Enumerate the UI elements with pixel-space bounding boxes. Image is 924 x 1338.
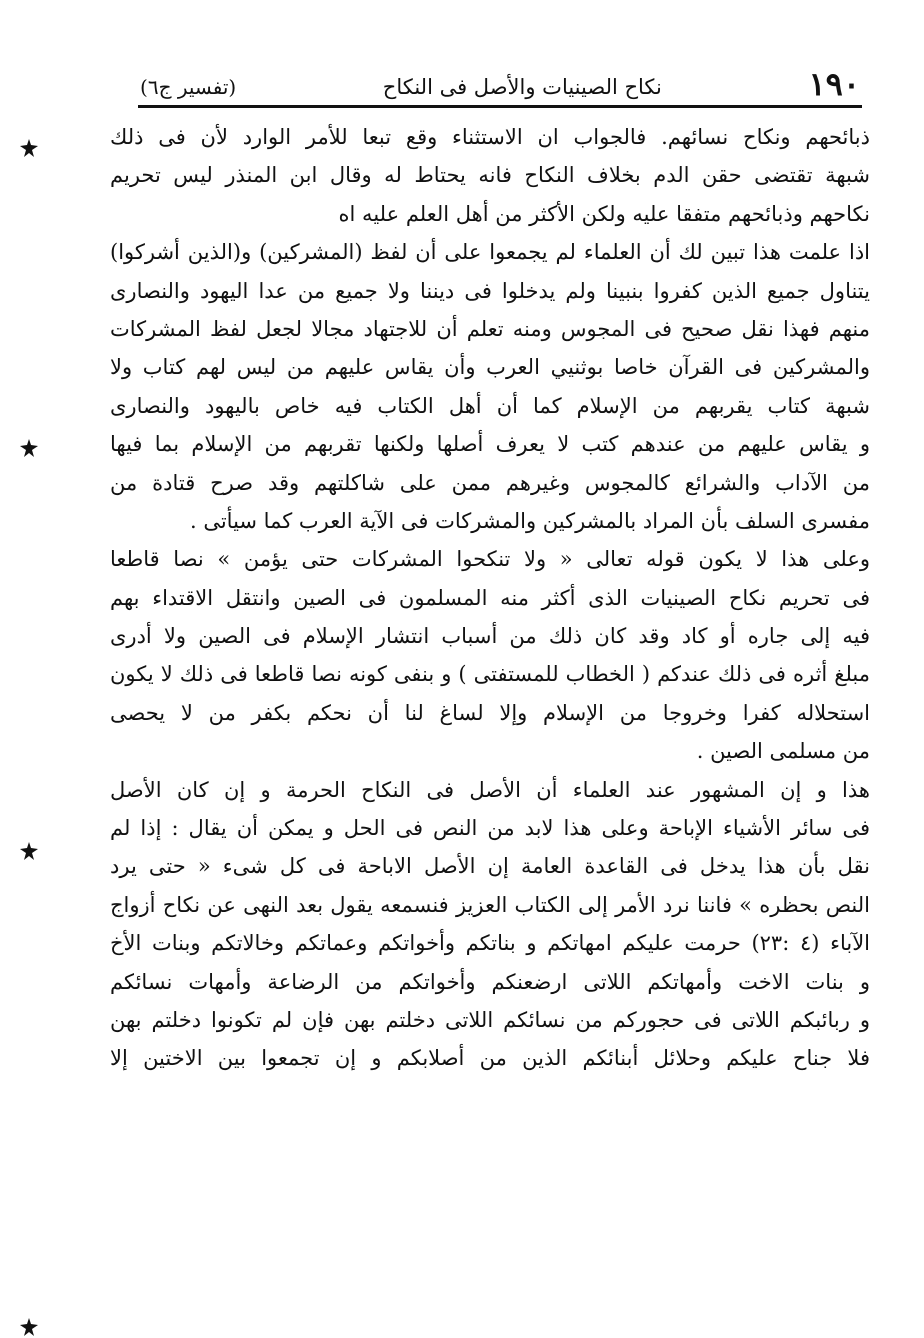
text-line: اذا علمت هذا تبين لك أن العلماء لم يجمعوا على أن لفظ (المشركين) و(الذين أشركوا) xyxy=(110,240,870,265)
text-line: فى سائر الأشياء الإباحة وعلى هذا لابد من النص فى الحل و يمكن أن يقال : إذا لم xyxy=(110,816,870,841)
text-line: هذا و إن المشهور عند العلماء أن الأصل فى النكاح الحرمة و إن كان الأصل xyxy=(110,777,870,802)
text-line: وعلى هذا لا يكون قوله تعالى « ولا تنكحوا المشركات حتى يؤمن » نصا قاطعا xyxy=(110,547,870,572)
section-label: (تفسير ج٦) xyxy=(140,75,237,99)
running-title: نكاح الصينيات والأصل فى النكاح xyxy=(382,75,662,99)
text-line: مفسرى السلف بأن المراد بالمشركين والمشركات فى الآية العرب كما سيأتى . xyxy=(189,508,870,533)
text-line: من مسلمى الصين . xyxy=(696,739,870,764)
text-line: شبهة كتاب يقربهم من الإسلام كما أن أهل الكتاب فيه خاص باليهود والنصارى xyxy=(110,393,870,418)
page-number: ١٩٠ xyxy=(808,65,860,103)
text-line: فيه إلى جاره أو كاد وقد كان ذلك من أسباب انتشار الإسلام فى الصين ولا أدرى xyxy=(110,624,870,649)
ink-blot-icon xyxy=(18,137,40,159)
ink-blot-icon xyxy=(18,437,40,459)
page-header xyxy=(140,62,860,102)
text-line: نقل بأن هذا يدخل فى القاعدة العامة إن الأصل الاباحة فى كل شىء « حتى يرد xyxy=(110,854,870,879)
ink-blot-icon xyxy=(18,840,40,862)
text-line: منهم فهذا نقل صحيح فى المجوس ومنه تعلم أن للاجتهاد مجالا لجعل لفظ المشركات xyxy=(110,316,870,341)
text-line: و يقاس عليهم من عندهم كتب لا يعرف أصلها ولكنها تقربهم من الإسلام بما فيها xyxy=(110,432,870,457)
text-line: استحلاله كفرا وخروجا من الإسلام وإلا لساغ لنا أن نحكم بكفر من لا يحصى xyxy=(110,700,870,725)
ink-blot-icon xyxy=(18,1316,40,1338)
text-line: مبلغ أثره فى ذلك عندكم ( الخطاب للمستفتى ) و بنفى كونه نصا قاطعا فى ذلك لا يكون xyxy=(110,662,870,687)
text-line: والمشركين فى القرآن خاصا بوثنيي العرب وأن يقاس عليهم من ليس لهم كتاب ولا xyxy=(110,355,870,380)
text-line: يتناول جميع الذين كفروا بنبينا ولم يدخلوا فى ديننا ولا جميع من عدا اليهود والنصارى xyxy=(110,278,870,303)
text-line: و ربائبكم اللاتى فى حجوركم من نسائكم اللاتى دخلتم بهن فإن لم تكونوا دخلتم بهن xyxy=(110,1007,870,1032)
text-line: من الآداب والشرائع كالمجوس وغيرهم ممن على شاكلتهم وقد صرح قتادة من xyxy=(110,470,870,495)
text-line: فلا جناح عليكم وحلائل أبنائكم الذين من أصلابكم و إن تجمعوا بين الاختين إلا xyxy=(110,1046,870,1071)
text-line: و بنات الاخت وأمهاتكم اللاتى ارضعنكم وأخواتكم من الرضاعة وأمهات نسائكم xyxy=(110,969,870,994)
text-line: فى تحريم نكاح الصينيات الذى أكثر منه المسلمون فى الصين وانتقل الاقتداء بهم xyxy=(110,585,870,610)
header-rule xyxy=(138,105,862,108)
text-line: شبهة تقتضى حقن الدم بخلاف النكاح فانه يحتاط له وقال ابن المنذر ليس تحريم xyxy=(110,163,870,188)
text-line: ذبائحهم ونكاح نسائهم. فالجواب ان الاستثناء وقع تبعا للأمر الوارد لأن فى ذلك xyxy=(110,125,870,149)
text-line: نكاحهم وذبائحهم متفقا عليه ولكن الأكثر من أهل العلم عليه اه xyxy=(338,201,870,226)
text-line: النص بحظره » فاننا نرد الأمر إلى الكتاب العزيز فنسمعه يقول بعد النهى عن نكاح أزواج xyxy=(110,892,870,917)
text-line: الآباء (٤ :٢٣) حرمت عليكم امهاتكم و بناتكم وأخواتكم وعماتكم وخالاتكم وبنات الأخ xyxy=(110,931,870,956)
body-text xyxy=(110,118,870,1078)
